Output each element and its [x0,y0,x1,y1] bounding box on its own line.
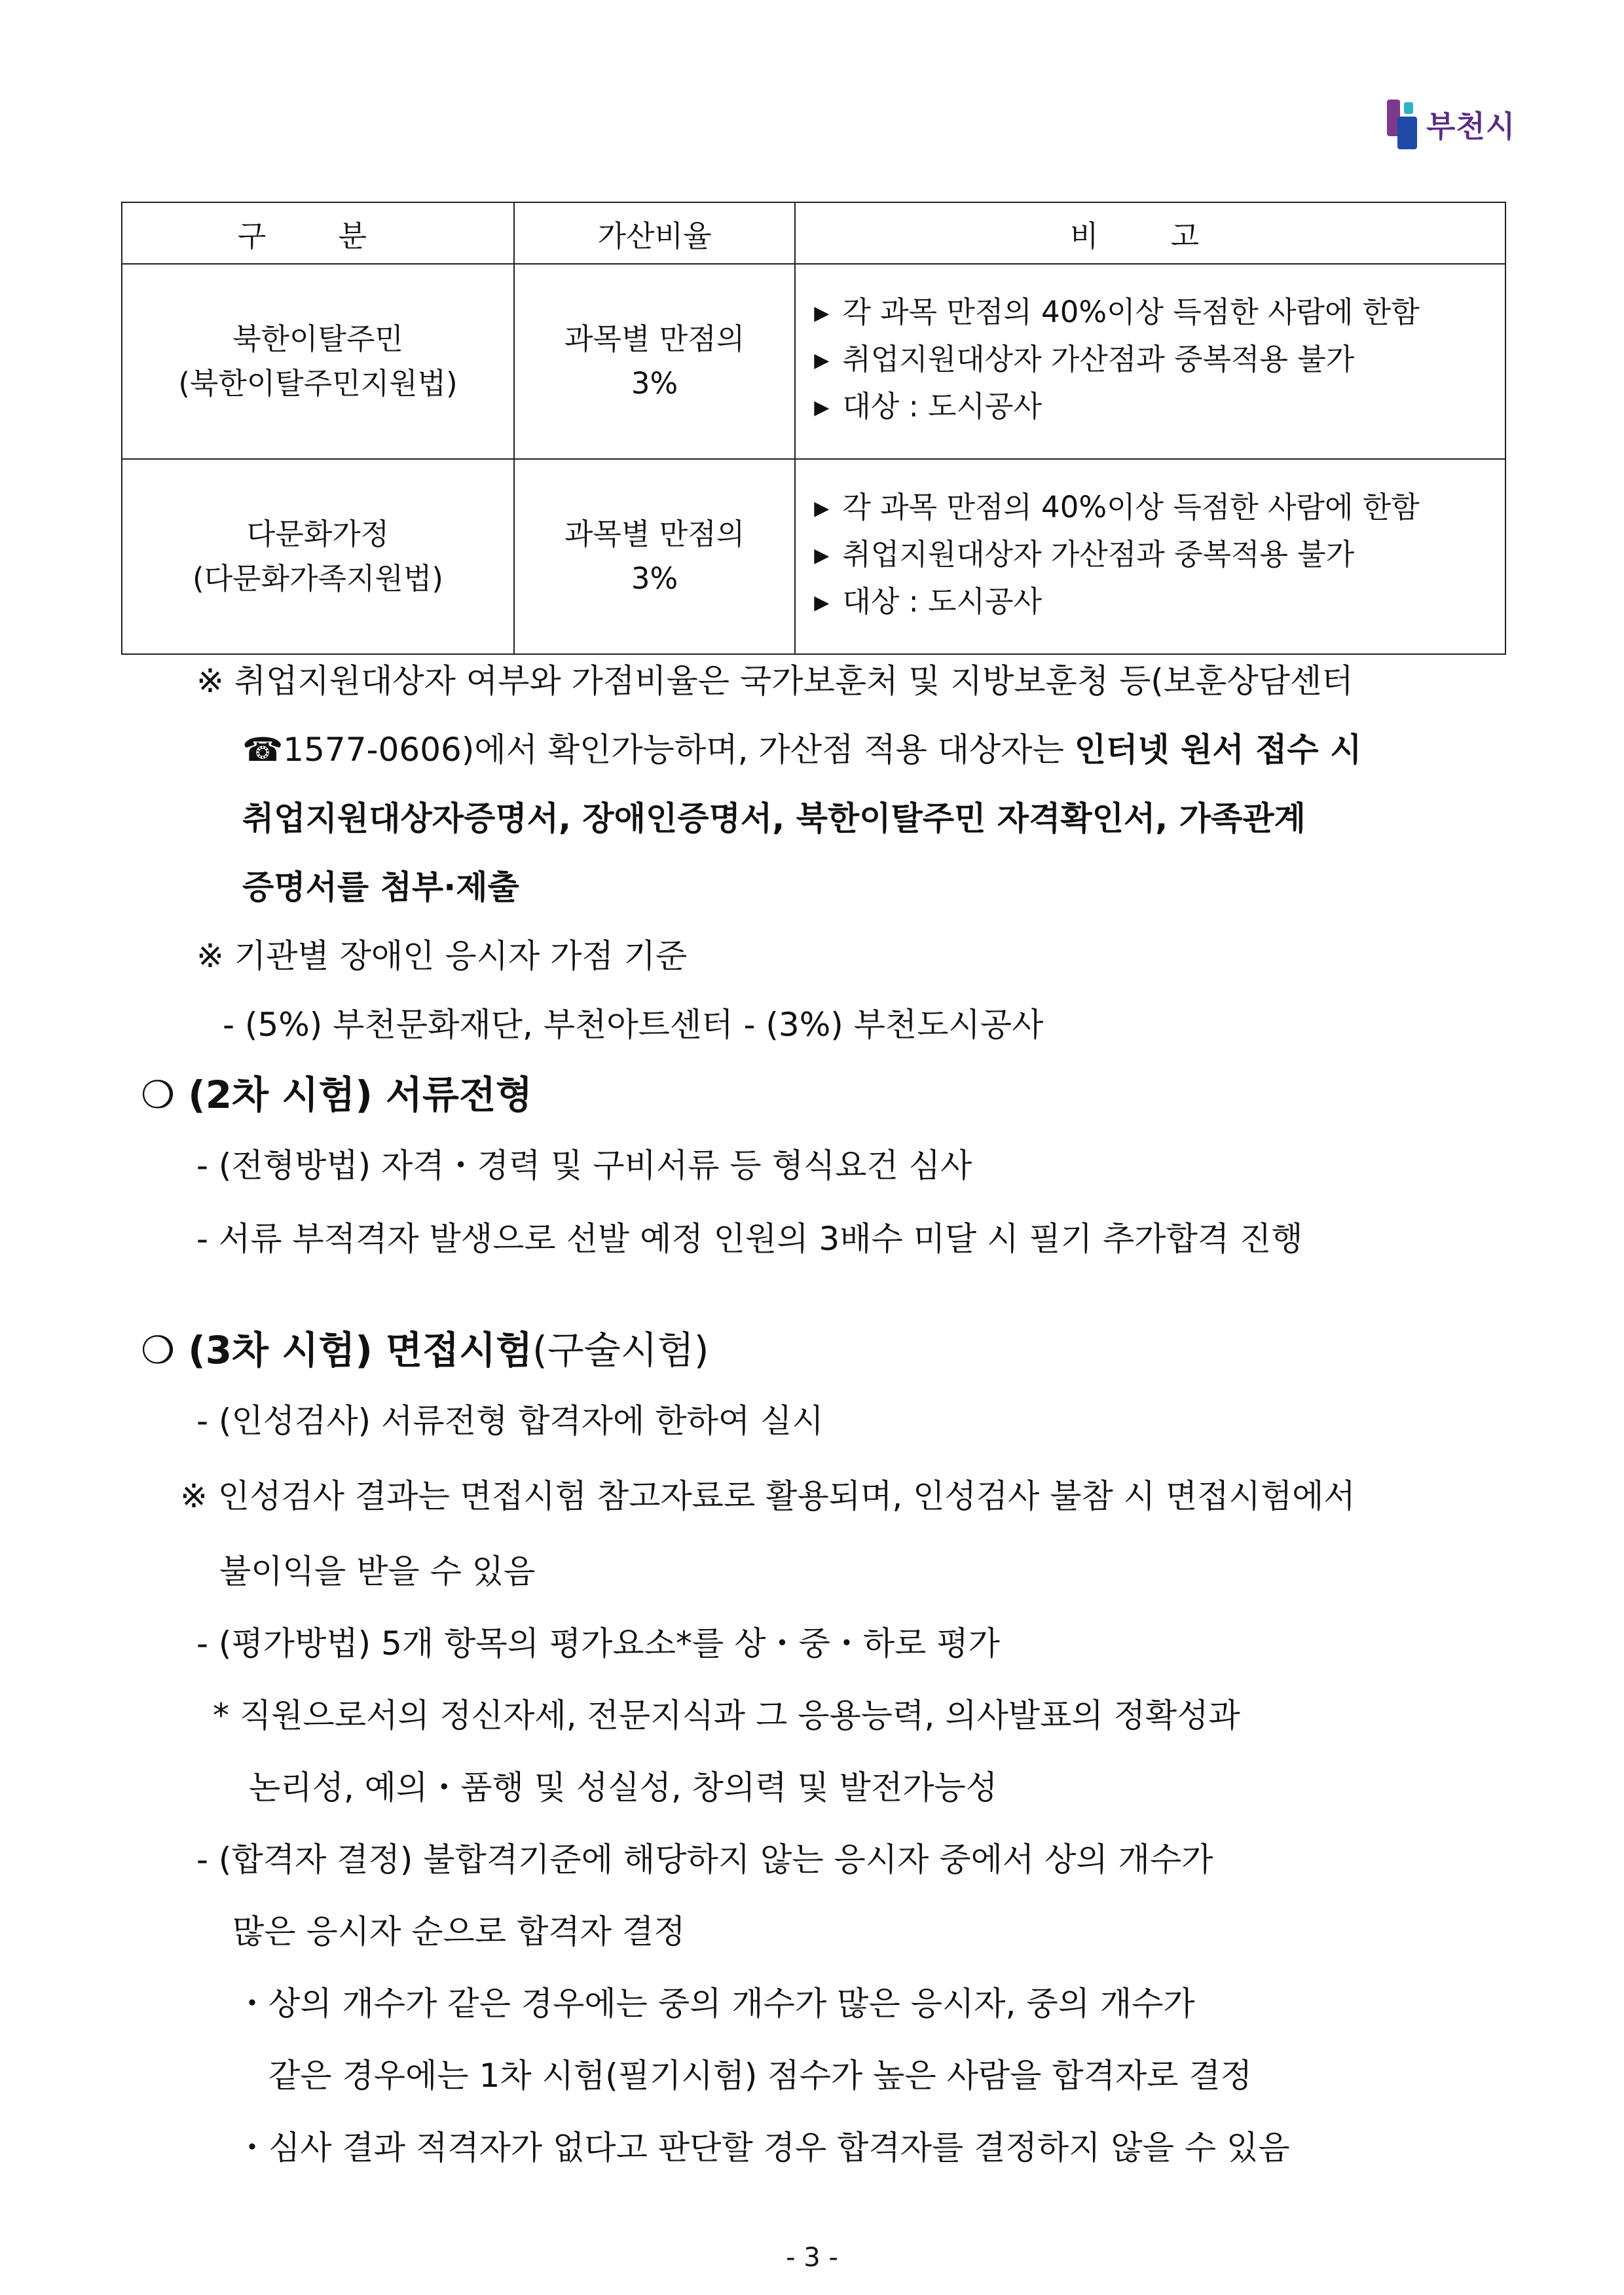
row-category: 북한이탈주민 (북한이탈주민지원법) [122,264,514,459]
header-rate: 가산비율 [514,202,795,264]
stage3-heading: ❍ (3차 시험) 면접시험(구술시험) [141,1328,709,1372]
header-category: 구 분 [122,202,514,264]
stage3-dot1-line1: ・상의 개수가 같은 경우에는 중의 개수가 많은 응시자, 중의 개수가 [236,1985,1195,2023]
row-rate: 과목별 만점의 3% [514,264,795,459]
row-notes: ▶ 각 과목 만점의 40%이상 득점한 사람에 한함 ▶ 취업지원대상자 가산점과 중복적용 불가 ▶ 대상 : 도시공사 [795,459,1505,654]
row-rate: 과목별 만점의 3% [514,459,795,654]
stage3-star-line2: 논리성, 예의・품행 및 성실성, 창의력 및 발전가능성 [249,1769,998,1807]
note2-detail: - (5%) 부천문화재단, 부천아트센터 - (3%) 부천도시공사 [223,1006,1044,1044]
bonus-rate-table [121,202,1506,655]
triangle-bullet-icon: ▶ [814,302,830,325]
stage3-star-line1: * 직원으로서의 정신자세, 전문지식과 그 응용능력, 의사발표의 정확성과 [213,1697,1240,1735]
bucheon-logo-icon [1387,100,1417,149]
city-logo [1387,98,1515,151]
row-notes: ▶ 각 과목 만점의 40%이상 득점한 사람에 한함 ▶ 취업지원대상자 가산점과 중복적용 불가 ▶ 대상 : 도시공사 [795,264,1505,459]
stage2-item: - (전형방법) 자격・경력 및 구비서류 등 형식요건 심사 [196,1147,972,1184]
triangle-bullet-icon: ▶ [814,349,830,372]
header-remarks: 비 고 [795,202,1505,264]
table-header-row [122,202,1505,264]
stage3-dot1-line2: 같은 경우에는 1차 시험(필기시험) 점수가 높은 사람을 합격자로 결정 [268,2057,1253,2095]
stage3-item2: - (평가방법) 5개 항목의 평가요소*를 상・중・하로 평가 [196,1625,1000,1662]
stage3-item3-line2: 많은 응시자 순으로 합격자 결정 [232,1913,686,1951]
triangle-bullet-icon: ▶ [814,544,830,567]
stage3-note-line2: 불이익을 받을 수 있음 [219,1552,536,1590]
page-number: - 3 - [786,2243,838,2273]
stage2-item: - 서류 부적격자 발생으로 선발 예정 인원의 3배수 미달 시 필기 추가합격 진행 [196,1220,1303,1258]
note1-line1: ※ 취업지원대상자 여부와 가점비율은 국가보훈처 및 지방보훈청 등(보훈상담센터 [196,662,1354,700]
stage2-heading: ❍ (2차 시험) 서류전형 [141,1073,533,1117]
triangle-bullet-icon: ▶ [814,396,830,419]
stage3-item1: - (인성검사) 서류전형 합격자에 한하여 실시 [196,1402,824,1440]
stage3-item3-line1: - (합격자 결정) 불합격기준에 해당하지 않는 응시자 중에서 상의 개수가 [196,1841,1213,1879]
note1-line4: 증명서를 첨부·제출 [242,868,519,906]
triangle-bullet-icon: ▶ [814,497,830,520]
stage3-note-line1: ※ 인성검사 결과는 면접시험 참고자료로 활용되며, 인성검사 불참 시 면접시험에서 [180,1477,1356,1515]
triangle-bullet-icon: ▶ [814,591,830,614]
note1-line3: 취업지원대상자증명서, 장애인증명서, 북한이탈주민 자격확인서, 가족관계 [242,799,1306,837]
stage3-dot2: ・심사 결과 적격자가 없다고 판단할 경우 합격자를 결정하지 않을 수 있음 [236,2129,1290,2167]
row-category: 다문화가정 (다문화가족지원법) [122,459,514,654]
logo-text: 부천시 [1426,109,1516,144]
note2-title: ※ 기관별 장애인 응시자 가점 기준 [196,937,688,975]
note1-line2: ☎1577-0606)에서 확인가능하며, 가산점 적용 대상자는 인터넷 원서 접수 시 [242,731,1362,769]
table-row [122,459,1505,654]
table-row [122,264,1505,459]
